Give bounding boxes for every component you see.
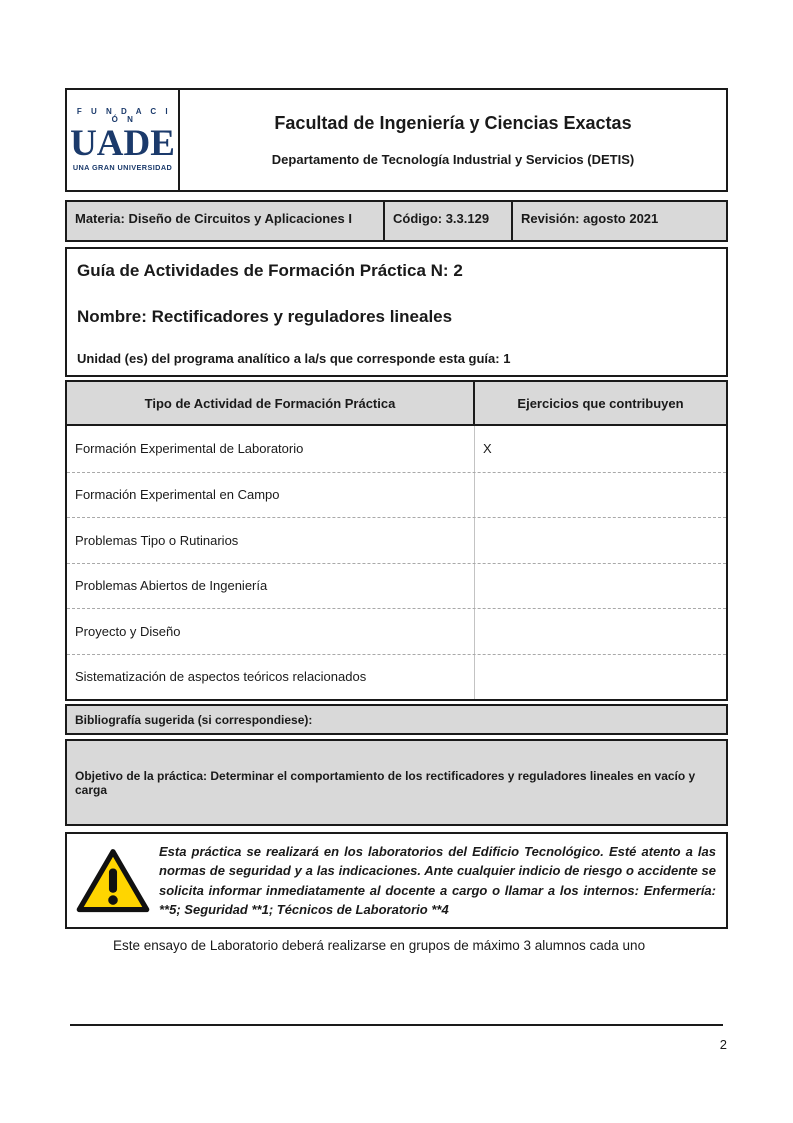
activity-type-cell: Sistematización de aspectos teóricos relacionados: [67, 655, 475, 700]
objetivo-box: Objetivo de la práctica: Determinar el comportamiento de los rectificadores y reguladores lineales en vacío y carga: [65, 739, 728, 826]
table-row: [67, 608, 726, 654]
activity-type-cell: Problemas Tipo o Rutinarios: [67, 518, 475, 563]
warning-text: Esta práctica se realizará en los laboratorios del Edificio Tecnológico. Esté atento a las normas de seguridad y a las indicaciones. Ante cualquier indicio de riesgo o accidente se solicita informar inmediatamente al docente a cargo o llamar a los internos: Enfermería: **5; Seguridad **1; Técnicos de Laboratorio **4: [159, 843, 716, 917]
table-row: [67, 654, 726, 700]
exercise-mark-cell: [475, 518, 726, 563]
table-row: [67, 517, 726, 563]
guide-name-title: Nombre: Rectificadores y reguladores lineales: [77, 307, 453, 326]
logo-uade-text: UADE: [70, 123, 175, 165]
activity-table: [65, 380, 728, 701]
activity-type-cell: Proyecto y Diseño: [67, 609, 475, 654]
institution-header: [65, 88, 728, 192]
table-row: [67, 426, 726, 472]
logo-slogan-text: UNA GRAN UNIVERSIDAD: [72, 163, 173, 173]
footer-divider: [70, 1024, 723, 1026]
uade-logo: [67, 90, 180, 190]
exercise-mark-cell: [475, 473, 726, 518]
column-header-tipo: Tipo de Actividad de Formación Práctica: [67, 382, 475, 424]
materia-cell: Materia: Diseño de Circuitos y Aplicaciones I: [67, 202, 385, 240]
activity-type-cell: Problemas Abiertos de Ingeniería: [67, 564, 475, 609]
uade-logo-stack: [67, 108, 178, 171]
exercise-mark-cell: [475, 655, 726, 700]
faculty-title: Facultad de Ingeniería y Ciencias Exactas: [274, 113, 632, 133]
activity-type-cell: Formación Experimental en Campo: [67, 473, 475, 518]
page-number: 2: [719, 1037, 727, 1052]
logo-fundacion-text: F U N D A C I Ó N: [76, 107, 172, 125]
exercise-mark-cell: [475, 564, 726, 609]
revision-cell: Revisión: agosto 2021: [521, 211, 659, 226]
group-note: Este ensayo de Laboratorio deberá realizarse en grupos de máximo 3 alumnos cada uno: [113, 938, 646, 953]
exercise-mark-cell: X: [483, 441, 492, 457]
activity-table-header: [67, 382, 726, 426]
guide-info-box: [65, 247, 728, 377]
activity-type-cell: Formación Experimental de Laboratorio: [67, 426, 475, 472]
guide-number-title: Guía de Actividades de Formación Práctica N: 2: [77, 261, 463, 280]
exercise-mark-cell: [475, 609, 726, 654]
course-meta-row: [65, 200, 728, 242]
department-subtitle: Departamento de Tecnología Industrial y Servicios (DETIS): [271, 152, 635, 167]
table-row: [67, 563, 726, 609]
safety-warning-box: [65, 832, 728, 929]
document-page: [65, 88, 728, 953]
table-row: [67, 472, 726, 518]
warning-triangle-icon: [67, 848, 159, 914]
codigo-cell: Código: 3.3.129: [385, 202, 513, 240]
bibliografia-bar: Bibliografía sugerida (si correspondiese):: [65, 704, 728, 735]
header-titles: [180, 90, 726, 190]
guide-unit-line: Unidad (es) del programa analítico a la/s que corresponde esta guía: 1: [77, 351, 511, 366]
column-header-ejercicios: Ejercicios que contribuyen: [517, 395, 684, 411]
